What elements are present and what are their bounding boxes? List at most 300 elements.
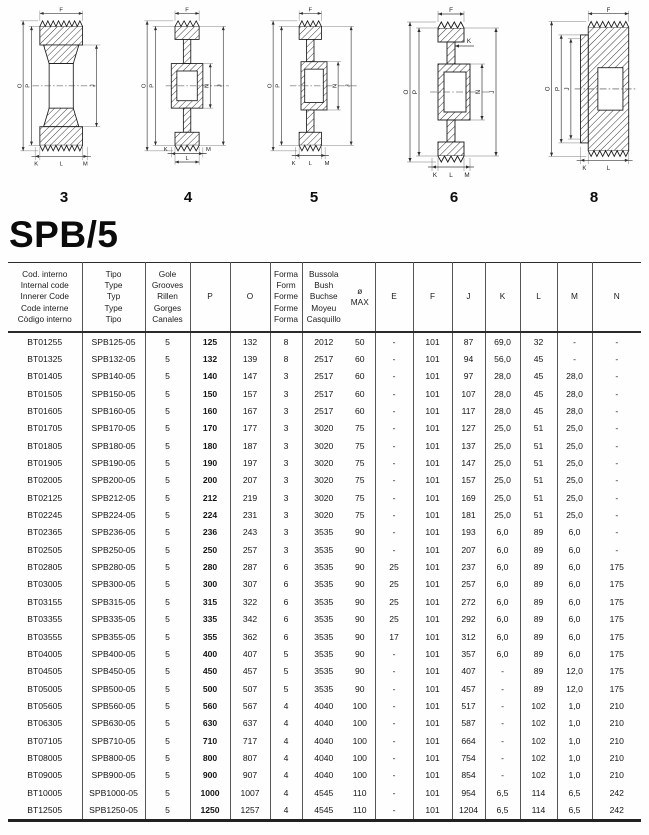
table-cell: 5 [145, 541, 190, 558]
table-cell: 12,0 [557, 680, 592, 697]
table-cell: 6,0 [485, 593, 520, 610]
table-cell: BT01255 [27, 336, 63, 347]
table-cell: 101 [413, 749, 452, 766]
table-cell: 3535 [302, 541, 345, 558]
table-cell: 6 [270, 593, 302, 610]
table-cell: 242 [592, 801, 641, 820]
table-row [8, 489, 641, 506]
table-cell: 3535 [302, 593, 345, 610]
table-cell: 210 [592, 732, 641, 749]
table-cell: 3 [270, 541, 302, 558]
table-cell: 101 [413, 558, 452, 575]
table-cell: 5 [145, 402, 190, 419]
table-cell: 3 [270, 385, 302, 402]
table-cell: 101 [413, 541, 452, 558]
table-cell: - [375, 332, 413, 350]
table-cell: - [375, 472, 413, 489]
table-cell: - [557, 350, 592, 367]
table-cell: 89 [520, 593, 557, 610]
pulley-cross-section-svg [398, 6, 510, 180]
header-line: Grooves [151, 280, 184, 291]
table-cell: 101 [413, 420, 452, 437]
table-cell: 100 [352, 700, 367, 711]
table-cell: 754 [452, 749, 485, 766]
dim-label: F [185, 7, 189, 14]
table-cell: 101 [413, 437, 452, 454]
dim-label: L [59, 161, 63, 168]
table-cell: 5 [145, 663, 190, 680]
table-row [8, 420, 641, 437]
table-cell: BT03155 [27, 596, 63, 607]
header-f [413, 263, 452, 333]
table-cell: 3 [270, 420, 302, 437]
table-cell: 6,0 [557, 611, 592, 628]
table-cell: 5 [270, 645, 302, 662]
table-cell: 5 [145, 350, 190, 367]
table-row [8, 368, 641, 385]
table-cell: BT01805 [27, 440, 63, 451]
table-cell: 717 [230, 732, 270, 749]
table-cell: 56,0 [485, 350, 520, 367]
table-cell: 100 [352, 718, 367, 729]
table-cell: 4545 [302, 801, 345, 820]
table-cell: 6,0 [557, 628, 592, 645]
table-cell: 101 [413, 732, 452, 749]
header-o [230, 263, 270, 333]
table-cell: 300 [190, 576, 230, 593]
table-cell: 907 [230, 767, 270, 784]
table-cell: 51 [520, 454, 557, 471]
table-cell: 90 [354, 562, 365, 573]
table-cell: SPB212-05 [82, 489, 145, 506]
pulley-cross-section [12, 6, 116, 168]
table-cell: 5 [145, 697, 190, 714]
table-cell: BT05605 [27, 700, 63, 711]
table-cell: SPB236-05 [82, 524, 145, 541]
table-row [8, 506, 641, 523]
table-cell: 28,0 [485, 368, 520, 385]
table-cell: SPB355-05 [82, 628, 145, 645]
table-cell: SPB400-05 [82, 645, 145, 662]
table-row [8, 697, 641, 714]
table-cell: 60 [354, 406, 365, 417]
table-cell: 6,0 [557, 576, 592, 593]
table-cell: 3 [270, 368, 302, 385]
table-cell: 3 [270, 506, 302, 523]
table-cell: 362 [230, 628, 270, 645]
table-cell: - [485, 767, 520, 784]
table-cell: 114 [520, 801, 557, 820]
table-cell: 101 [413, 402, 452, 419]
header-line: Buchse [309, 291, 338, 302]
table-cell: 3 [270, 437, 302, 454]
table-cell: 90 [354, 631, 365, 642]
dim-label: L [308, 160, 312, 167]
dim-label: N [204, 83, 211, 88]
table-cell: 51 [520, 437, 557, 454]
pulley-form-8 [540, 6, 648, 206]
table-cell: 355 [190, 628, 230, 645]
table-cell: SPB140-05 [82, 368, 145, 385]
table-cell: 3535 [302, 628, 345, 645]
table-cell: 32 [520, 332, 557, 350]
table-cell: 175 [592, 576, 641, 593]
table-cell: 175 [592, 628, 641, 645]
table-cell: 167 [230, 402, 270, 419]
table-cell: 25 [375, 611, 413, 628]
pulley-cross-section [540, 6, 648, 174]
table-cell: 89 [520, 628, 557, 645]
table-cell: SPB150-05 [82, 385, 145, 402]
table-cell: 175 [592, 663, 641, 680]
table-cell: 8 [270, 332, 302, 350]
table-cell: 3535 [302, 576, 345, 593]
table-cell: 25 [375, 576, 413, 593]
header-line: Code interne [20, 302, 69, 313]
table-cell: - [592, 385, 641, 402]
table-cell: 6,5 [485, 801, 520, 820]
table-cell: 231 [230, 506, 270, 523]
table-cell: 60 [354, 354, 365, 365]
table-cell: SPB710-05 [82, 732, 145, 749]
table-cell: 8 [270, 350, 302, 367]
table-cell: 117 [452, 402, 485, 419]
table-cell: 89 [520, 611, 557, 628]
pulley-form-5 [262, 6, 366, 206]
table-cell: 6,0 [485, 611, 520, 628]
header-line: Casquillo [306, 313, 341, 324]
table-cell: BT01605 [27, 406, 63, 417]
header-diameter-max [345, 263, 375, 333]
table-cell: 207 [452, 541, 485, 558]
table-cell: 90 [354, 614, 365, 625]
dim-label: P [555, 86, 562, 91]
table-cell: 3020 [302, 472, 345, 489]
table-cell: 2517 [302, 402, 345, 419]
table-cell: BT02125 [27, 492, 63, 503]
table-cell: 6,0 [485, 524, 520, 541]
table-cell: 2517 [302, 368, 345, 385]
table-cell: - [485, 697, 520, 714]
table-cell: SPB1000-05 [82, 784, 145, 801]
table-cell: 17 [375, 628, 413, 645]
table-cell: 69,0 [485, 332, 520, 350]
table-cell: 175 [592, 680, 641, 697]
table-cell: 25,0 [557, 454, 592, 471]
table-cell: 6,0 [485, 558, 520, 575]
table-cell: 100 [352, 770, 367, 781]
table-cell: - [592, 368, 641, 385]
table-row [8, 801, 641, 820]
table-cell: 102 [520, 749, 557, 766]
form-number: 5 [309, 189, 319, 206]
table-cell: 500 [190, 680, 230, 697]
dim-label: J [90, 84, 97, 88]
table-cell: - [592, 420, 641, 437]
header-line: Internal code [20, 280, 69, 291]
dim-label: M [205, 146, 211, 153]
table-cell: - [375, 663, 413, 680]
table-cell: 4 [270, 749, 302, 766]
header-line: Rillen [157, 291, 178, 302]
table-cell: 101 [413, 489, 452, 506]
table-cell: 5 [145, 749, 190, 766]
table-cell: - [375, 454, 413, 471]
table-cell: 50 [354, 336, 365, 347]
table-cell: 3 [270, 489, 302, 506]
table-cell: 5 [145, 732, 190, 749]
table-cell: 147 [452, 454, 485, 471]
table-cell: 101 [413, 332, 452, 350]
table-cell: 457 [230, 663, 270, 680]
table-cell: 5 [145, 593, 190, 610]
table-cell: 28,0 [485, 402, 520, 419]
pulley-cross-section-svg [262, 6, 366, 168]
table-cell: SPB630-05 [82, 715, 145, 732]
table-row [8, 593, 641, 610]
table-cell: 197 [230, 454, 270, 471]
table-cell: 1,0 [557, 697, 592, 714]
table-cell: SPB560-05 [82, 697, 145, 714]
header-line: Forma [274, 313, 298, 324]
dim-label: K [466, 38, 472, 45]
table-cell: - [557, 332, 592, 350]
pulley-cross-section-svg [540, 6, 648, 174]
table-cell: 25 [375, 558, 413, 575]
table-cell: 101 [413, 611, 452, 628]
table-cell: 4 [270, 767, 302, 784]
table-cell: 101 [413, 593, 452, 610]
table-cell: BT05005 [27, 683, 63, 694]
table-cell: 6,0 [485, 628, 520, 645]
dim-label: K [432, 172, 438, 179]
table-cell: 175 [592, 593, 641, 610]
table-cell: 175 [592, 558, 641, 575]
table-cell: 567 [230, 697, 270, 714]
table-cell: SPB180-05 [82, 437, 145, 454]
table-cell: 630 [190, 715, 230, 732]
table-cell: SPB250-05 [82, 541, 145, 558]
table-cell: 5 [145, 645, 190, 662]
table-cell: 457 [452, 680, 485, 697]
table-cell: 75 [354, 458, 365, 469]
table-cell: 854 [452, 767, 485, 784]
header-l [520, 263, 557, 333]
dim-label: F [606, 7, 611, 14]
table-cell: 6,0 [485, 645, 520, 662]
table-row [8, 784, 641, 801]
table-cell: 89 [520, 541, 557, 558]
table-cell: 75 [354, 423, 365, 434]
table-cell: 101 [413, 368, 452, 385]
table-cell: 6,5 [485, 784, 520, 801]
table-cell: SPB1250-05 [82, 801, 145, 820]
table-row [8, 611, 641, 628]
table-cell: 664 [452, 732, 485, 749]
table-cell: 5 [145, 472, 190, 489]
table-cell: 219 [230, 489, 270, 506]
table-cell: 12,0 [557, 663, 592, 680]
table-cell: 1,0 [557, 715, 592, 732]
table-cell: BT02245 [27, 510, 63, 521]
table-cell: BT03555 [27, 631, 63, 642]
table-cell: - [592, 454, 641, 471]
table-cell: - [592, 524, 641, 541]
header-line: Type [104, 302, 123, 313]
header-line: Bussola [308, 268, 339, 279]
table-cell: - [375, 767, 413, 784]
table-row [8, 437, 641, 454]
dim-label: K [582, 165, 587, 172]
table-cell: 5 [270, 663, 302, 680]
table-cell: 3020 [302, 420, 345, 437]
table-cell: 89 [520, 645, 557, 662]
header-line: Canales [152, 313, 183, 324]
table-cell: 90 [354, 596, 365, 607]
dim-label: O [545, 86, 552, 92]
table-row [8, 680, 641, 697]
header-j [452, 263, 485, 333]
header-line: Forme [274, 291, 298, 302]
table-cell: 25,0 [485, 489, 520, 506]
table-cell: - [375, 489, 413, 506]
header-line: Forme [274, 302, 298, 313]
table-cell: 224 [190, 506, 230, 523]
table-cell: 160 [190, 402, 230, 419]
table-cell: 1,0 [557, 749, 592, 766]
form-number: 8 [589, 189, 599, 206]
table-cell: 3020 [302, 506, 345, 523]
pulley-form-3 [12, 6, 116, 206]
header-line: ø [357, 285, 363, 296]
table-cell: 101 [413, 715, 452, 732]
table-cell: - [592, 332, 641, 350]
table-cell: 150 [190, 385, 230, 402]
table-cell: 5 [270, 680, 302, 697]
table-cell: 242 [592, 784, 641, 801]
table-cell: 6 [270, 611, 302, 628]
table-cell: 1007 [230, 784, 270, 801]
table-cell: 2012 [302, 332, 345, 350]
header-line: Innerer Code [20, 291, 69, 302]
table-cell: 170 [190, 420, 230, 437]
table-cell: 250 [190, 541, 230, 558]
dim-label: O [141, 83, 148, 89]
table-cell: BT12505 [27, 804, 63, 815]
table-cell: 5 [145, 628, 190, 645]
table-cell: 89 [520, 558, 557, 575]
table-cell: 3020 [302, 489, 345, 506]
pulley-diagrams [0, 2, 649, 209]
table-cell: 89 [520, 663, 557, 680]
table-cell: 954 [452, 784, 485, 801]
table-row [8, 663, 641, 680]
table-cell: 101 [413, 472, 452, 489]
table-row [8, 732, 641, 749]
table-cell: 101 [413, 645, 452, 662]
table-row [8, 524, 641, 541]
table-row [8, 628, 641, 645]
table-cell: 4040 [302, 715, 345, 732]
table-cell: 101 [413, 801, 452, 820]
table-cell: 140 [190, 368, 230, 385]
table-cell: 51 [520, 472, 557, 489]
table-cell: 114 [520, 784, 557, 801]
dim-label: L [185, 156, 189, 163]
table-cell: 807 [230, 749, 270, 766]
dim-label: N [475, 89, 482, 95]
table-cell: - [375, 801, 413, 820]
table-cell: 102 [520, 697, 557, 714]
header-line: Tipo [105, 313, 122, 324]
table-cell: 200 [190, 472, 230, 489]
table-cell: 450 [190, 663, 230, 680]
table-cell: - [375, 732, 413, 749]
table-cell: SPB450-05 [82, 663, 145, 680]
table-cell: 25,0 [485, 472, 520, 489]
table-cell: 357 [452, 645, 485, 662]
dim-label: P [25, 83, 32, 88]
table-cell: SPB500-05 [82, 680, 145, 697]
table-cell: - [375, 541, 413, 558]
table-cell: 1,0 [557, 767, 592, 784]
header-label: E [391, 291, 397, 302]
table-cell: - [375, 420, 413, 437]
table-cell: 3535 [302, 611, 345, 628]
table-cell: 6,0 [557, 593, 592, 610]
table-cell: SPB170-05 [82, 420, 145, 437]
dim-label: P [275, 83, 282, 88]
table-cell: BT03355 [27, 614, 63, 625]
table-cell: BT02365 [27, 527, 63, 538]
table-cell: BT01905 [27, 458, 63, 469]
table-cell: 3535 [302, 680, 345, 697]
table-cell: 3020 [302, 454, 345, 471]
table-cell: 4 [270, 697, 302, 714]
table-cell: 587 [452, 715, 485, 732]
table-cell: 75 [354, 475, 365, 486]
dim-label: M [464, 172, 470, 179]
table-cell: 102 [520, 732, 557, 749]
table-cell: 3535 [302, 663, 345, 680]
header-line: Gorges [153, 302, 182, 313]
table-cell: 5 [145, 611, 190, 628]
table-cell: BT07105 [27, 735, 63, 746]
table-cell: 5 [145, 454, 190, 471]
table-cell: 210 [592, 715, 641, 732]
table-cell: 5 [145, 524, 190, 541]
table-cell: 3535 [302, 645, 345, 662]
table-cell: 97 [452, 368, 485, 385]
table-cell: 4040 [302, 749, 345, 766]
table-cell: 207 [230, 472, 270, 489]
table-cell: 6,0 [557, 524, 592, 541]
table-row [8, 385, 641, 402]
table-cell: 237 [452, 558, 485, 575]
table-cell: 210 [592, 697, 641, 714]
table-cell: BT01405 [27, 371, 63, 382]
table-cell: - [375, 437, 413, 454]
table-cell: 101 [413, 663, 452, 680]
table-cell: 28,0 [485, 385, 520, 402]
table-cell: - [592, 506, 641, 523]
table-cell: 4 [270, 784, 302, 801]
table-cell: - [592, 541, 641, 558]
table-cell: BT03005 [27, 579, 63, 590]
table-row [8, 558, 641, 575]
header-line: Cod. interno [22, 268, 68, 279]
table-cell: 125 [190, 332, 230, 350]
